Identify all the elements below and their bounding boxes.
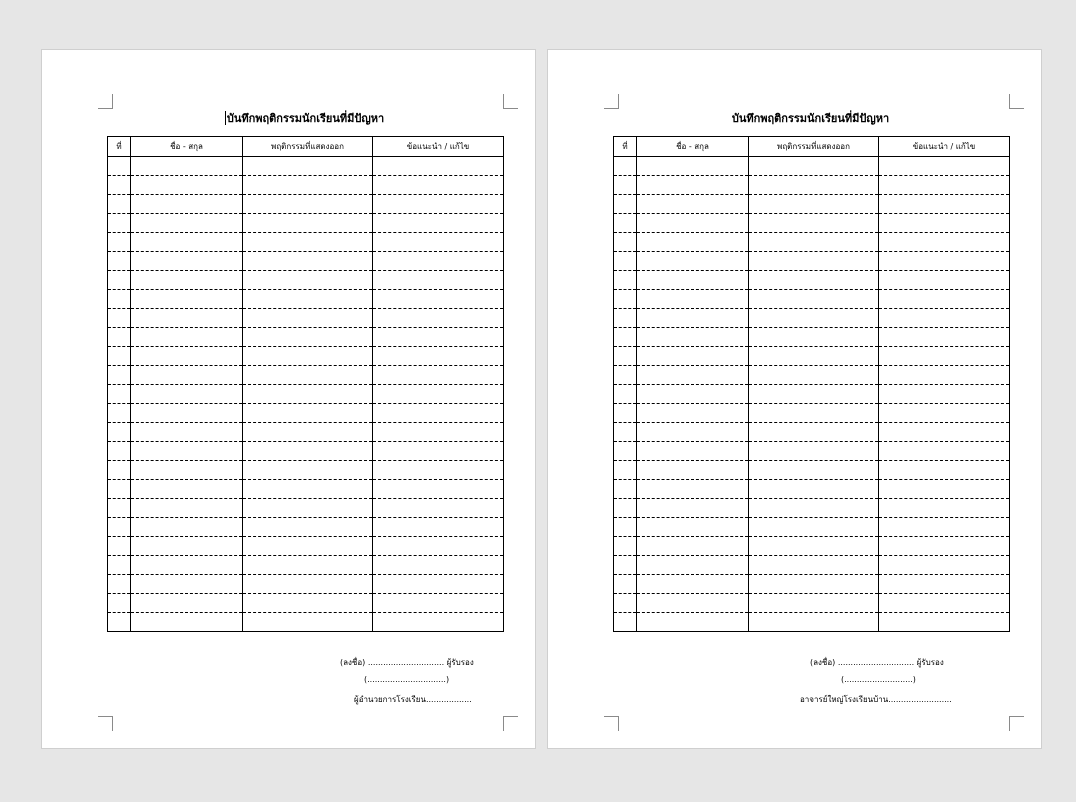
table-cell[interactable] — [637, 252, 749, 271]
table-row[interactable] — [108, 499, 504, 518]
table-cell[interactable] — [131, 556, 243, 575]
table-cell[interactable] — [131, 176, 243, 195]
table-cell[interactable] — [879, 176, 1010, 195]
table-cell[interactable] — [243, 385, 373, 404]
table-row[interactable] — [614, 157, 1010, 176]
signature-position-line: ผู้อำนวยการโรงเรียน.................. — [354, 695, 472, 704]
table-cell[interactable] — [614, 214, 637, 233]
table-cell[interactable] — [243, 518, 373, 537]
table-cell[interactable] — [243, 537, 373, 556]
table-cell[interactable] — [243, 271, 373, 290]
table-cell[interactable] — [637, 366, 749, 385]
table-cell[interactable] — [637, 328, 749, 347]
table-cell[interactable] — [637, 480, 749, 499]
table-cell[interactable] — [614, 252, 637, 271]
table-cell[interactable] — [131, 366, 243, 385]
table-header-row — [108, 137, 504, 157]
table-cell[interactable] — [243, 176, 373, 195]
table-row[interactable] — [108, 309, 504, 328]
table-cell[interactable] — [373, 195, 504, 214]
table-cell[interactable] — [108, 594, 131, 613]
table-cell[interactable] — [637, 195, 749, 214]
table-cell[interactable] — [614, 423, 637, 442]
table-row[interactable] — [614, 195, 1010, 214]
table-cell[interactable] — [373, 347, 504, 366]
table-cell[interactable] — [243, 157, 373, 176]
table-cell[interactable] — [131, 309, 243, 328]
table-row[interactable] — [614, 366, 1010, 385]
table-cell[interactable] — [373, 271, 504, 290]
table-cell[interactable] — [131, 423, 243, 442]
table-cell[interactable] — [879, 385, 1010, 404]
table-cell[interactable] — [108, 537, 131, 556]
table-cell[interactable] — [637, 575, 749, 594]
table-cell[interactable] — [373, 157, 504, 176]
crop-mark-bottom-left — [98, 716, 113, 731]
table-cell[interactable] — [637, 309, 749, 328]
table-cell[interactable] — [879, 404, 1010, 423]
table-cell[interactable] — [243, 309, 373, 328]
table-cell[interactable] — [373, 594, 504, 613]
table-cell[interactable] — [637, 385, 749, 404]
table-cell[interactable] — [637, 518, 749, 537]
table-row[interactable] — [614, 252, 1010, 271]
table-cell[interactable] — [749, 309, 879, 328]
document-page-1 — [41, 49, 536, 749]
table-cell[interactable] — [879, 157, 1010, 176]
table-cell[interactable] — [637, 442, 749, 461]
table-cell[interactable] — [108, 366, 131, 385]
table-cell[interactable] — [373, 214, 504, 233]
table-cell[interactable] — [614, 461, 637, 480]
crop-mark-bottom-left — [604, 716, 619, 731]
table-cell[interactable] — [131, 347, 243, 366]
table-cell[interactable] — [108, 214, 131, 233]
table-row[interactable] — [614, 461, 1010, 480]
table-cell[interactable] — [879, 575, 1010, 594]
table-cell[interactable] — [749, 518, 879, 537]
table-cell[interactable] — [131, 252, 243, 271]
table-cell[interactable] — [749, 214, 879, 233]
table-row[interactable] — [108, 556, 504, 575]
table-cell[interactable] — [749, 594, 879, 613]
table-cell[interactable] — [637, 290, 749, 309]
table-cell[interactable] — [879, 328, 1010, 347]
table-cell[interactable] — [131, 575, 243, 594]
table-cell[interactable] — [879, 613, 1010, 632]
table-cell[interactable] — [373, 328, 504, 347]
crop-mark-top-left — [98, 94, 113, 109]
col-header-number: ที่ — [614, 137, 637, 157]
table-row[interactable] — [614, 309, 1010, 328]
table-cell[interactable] — [131, 594, 243, 613]
table-cell[interactable] — [749, 176, 879, 195]
table-cell[interactable] — [637, 499, 749, 518]
table-cell[interactable] — [373, 575, 504, 594]
table-cell[interactable] — [879, 366, 1010, 385]
table-row[interactable] — [108, 214, 504, 233]
signature-line: (ลงชื่อ) .............................. ผู้รับรอง — [340, 658, 474, 667]
table-row[interactable] — [614, 233, 1010, 252]
table-cell[interactable] — [614, 195, 637, 214]
table-row[interactable] — [614, 385, 1010, 404]
table-cell[interactable] — [879, 423, 1010, 442]
table-row[interactable] — [108, 594, 504, 613]
table-cell[interactable] — [373, 556, 504, 575]
table-cell[interactable] — [879, 461, 1010, 480]
table-cell[interactable] — [373, 176, 504, 195]
table-cell[interactable] — [749, 366, 879, 385]
table-row[interactable] — [108, 423, 504, 442]
table-row[interactable] — [108, 518, 504, 537]
table-cell[interactable] — [749, 157, 879, 176]
table-cell[interactable] — [637, 404, 749, 423]
table-row[interactable] — [108, 157, 504, 176]
table-row[interactable] — [614, 328, 1010, 347]
table-cell[interactable] — [373, 613, 504, 632]
behavior-record-table — [613, 136, 1010, 632]
table-row[interactable] — [614, 556, 1010, 575]
table-cell[interactable] — [108, 176, 131, 195]
table-cell[interactable] — [749, 328, 879, 347]
table-cell[interactable] — [749, 195, 879, 214]
table-cell[interactable] — [879, 309, 1010, 328]
table-header-row — [614, 137, 1010, 157]
table-cell[interactable] — [131, 537, 243, 556]
table-cell[interactable] — [879, 518, 1010, 537]
table-cell[interactable] — [243, 366, 373, 385]
table-cell[interactable] — [243, 556, 373, 575]
table-cell[interactable] — [243, 347, 373, 366]
table-cell[interactable] — [614, 556, 637, 575]
col-header-name: ชื่อ - สกุล — [131, 137, 243, 157]
page-title-text: บันทึกพฤติกรรมนักเรียนที่มีปัญหา — [731, 112, 890, 125]
table-cell[interactable] — [749, 575, 879, 594]
table-row[interactable] — [614, 499, 1010, 518]
table-cell[interactable] — [749, 385, 879, 404]
table-cell[interactable] — [131, 271, 243, 290]
table-cell[interactable] — [879, 347, 1010, 366]
table-row[interactable] — [614, 613, 1010, 632]
table-cell[interactable] — [108, 157, 131, 176]
table-cell[interactable] — [749, 499, 879, 518]
table-cell[interactable] — [749, 480, 879, 499]
table-cell[interactable] — [614, 271, 637, 290]
table-cell[interactable] — [243, 328, 373, 347]
table-cell[interactable] — [614, 518, 637, 537]
table-cell[interactable] — [749, 556, 879, 575]
table-cell[interactable] — [243, 499, 373, 518]
crop-mark-top-right — [1009, 94, 1024, 109]
table-cell[interactable] — [879, 252, 1010, 271]
table-cell[interactable] — [108, 518, 131, 537]
signature-line: (ลงชื่อ) .............................. ผู้รับรอง — [810, 658, 944, 667]
col-header-name: ชื่อ - สกุล — [637, 137, 749, 157]
table-cell[interactable] — [614, 594, 637, 613]
table-cell[interactable] — [614, 537, 637, 556]
table-cell[interactable] — [108, 233, 131, 252]
table-cell[interactable] — [131, 404, 243, 423]
table-cell[interactable] — [108, 328, 131, 347]
table-cell[interactable] — [614, 347, 637, 366]
table-cell[interactable] — [243, 195, 373, 214]
table-cell[interactable] — [879, 480, 1010, 499]
table-cell[interactable] — [373, 537, 504, 556]
signature-position-line: อาจารย์ใหญ่โรงเรียนบ้าน......................... — [800, 695, 952, 704]
text-cursor — [225, 111, 226, 125]
table-cell[interactable] — [243, 404, 373, 423]
table-cell[interactable] — [243, 594, 373, 613]
table-cell[interactable] — [373, 461, 504, 480]
crop-mark-top-left — [604, 94, 619, 109]
table-cell[interactable] — [131, 499, 243, 518]
table-cell[interactable] — [614, 290, 637, 309]
table-row[interactable] — [108, 252, 504, 271]
table-cell[interactable] — [131, 442, 243, 461]
table-row[interactable] — [614, 480, 1010, 499]
table-cell[interactable] — [614, 176, 637, 195]
table-row[interactable] — [108, 271, 504, 290]
table-cell[interactable] — [108, 347, 131, 366]
table-cell[interactable] — [373, 518, 504, 537]
table-cell[interactable] — [373, 290, 504, 309]
col-header-advice: ข้อแนะนำ / แก้ไข — [373, 137, 504, 157]
table-cell[interactable] — [108, 575, 131, 594]
col-header-number: ที่ — [108, 137, 131, 157]
table-cell[interactable] — [614, 366, 637, 385]
table-cell[interactable] — [131, 195, 243, 214]
table-row[interactable] — [108, 461, 504, 480]
table-cell[interactable] — [749, 442, 879, 461]
table-cell[interactable] — [373, 499, 504, 518]
table-cell[interactable] — [614, 499, 637, 518]
table-cell[interactable] — [243, 575, 373, 594]
table-cell[interactable] — [373, 423, 504, 442]
table-cell[interactable] — [243, 233, 373, 252]
table-row[interactable] — [108, 328, 504, 347]
table-row[interactable] — [614, 347, 1010, 366]
table-cell[interactable] — [614, 480, 637, 499]
table-cell[interactable] — [879, 271, 1010, 290]
table-cell[interactable] — [243, 613, 373, 632]
col-header-advice: ข้อแนะนำ / แก้ไข — [879, 137, 1010, 157]
table-cell[interactable] — [373, 442, 504, 461]
table-cell[interactable] — [749, 347, 879, 366]
col-header-behavior: พฤติกรรมที่แสดงออก — [749, 137, 879, 157]
table-cell[interactable] — [131, 461, 243, 480]
table-cell[interactable] — [373, 480, 504, 499]
table-cell[interactable] — [131, 214, 243, 233]
table-cell[interactable] — [749, 404, 879, 423]
table-cell[interactable] — [108, 309, 131, 328]
table-cell[interactable] — [108, 461, 131, 480]
table-cell[interactable] — [131, 233, 243, 252]
table-cell[interactable] — [879, 499, 1010, 518]
table-cell[interactable] — [637, 594, 749, 613]
table-cell[interactable] — [749, 613, 879, 632]
table-cell[interactable] — [108, 556, 131, 575]
table-cell[interactable] — [749, 271, 879, 290]
table-cell[interactable] — [879, 594, 1010, 613]
table-cell[interactable] — [108, 480, 131, 499]
table-cell[interactable] — [243, 461, 373, 480]
table-cell[interactable] — [637, 537, 749, 556]
signature-name-line: (...............................) — [364, 675, 450, 684]
table-row[interactable] — [614, 442, 1010, 461]
table-row[interactable] — [614, 423, 1010, 442]
table-cell[interactable] — [614, 404, 637, 423]
table-cell[interactable] — [243, 423, 373, 442]
table-cell[interactable] — [243, 290, 373, 309]
table-cell[interactable] — [373, 404, 504, 423]
table-cell[interactable] — [637, 176, 749, 195]
document-page-2 — [547, 49, 1042, 749]
crop-mark-top-right — [503, 94, 518, 109]
table-cell[interactable] — [637, 233, 749, 252]
table-cell[interactable] — [373, 366, 504, 385]
table-cell[interactable] — [243, 442, 373, 461]
table-cell[interactable] — [108, 385, 131, 404]
table-cell[interactable] — [131, 480, 243, 499]
table-cell[interactable] — [108, 404, 131, 423]
table-cell[interactable] — [614, 613, 637, 632]
table-cell[interactable] — [243, 480, 373, 499]
table-cell[interactable] — [614, 309, 637, 328]
table-cell[interactable] — [131, 290, 243, 309]
table-cell[interactable] — [637, 613, 749, 632]
table-cell[interactable] — [749, 290, 879, 309]
table-cell[interactable] — [637, 271, 749, 290]
table-cell[interactable] — [614, 233, 637, 252]
table-row[interactable] — [108, 290, 504, 309]
table-cell[interactable] — [108, 195, 131, 214]
table-row[interactable] — [108, 537, 504, 556]
table-cell[interactable] — [614, 385, 637, 404]
table-row[interactable] — [108, 176, 504, 195]
table-row[interactable] — [108, 480, 504, 499]
col-header-behavior: พฤติกรรมที่แสดงออก — [243, 137, 373, 157]
table-row[interactable] — [614, 271, 1010, 290]
table-cell[interactable] — [637, 157, 749, 176]
table-cell[interactable] — [879, 233, 1010, 252]
table-cell[interactable] — [108, 290, 131, 309]
table-cell[interactable] — [373, 385, 504, 404]
table-cell[interactable] — [749, 233, 879, 252]
table-cell[interactable] — [131, 613, 243, 632]
behavior-record-table — [107, 136, 504, 632]
table-cell[interactable] — [108, 442, 131, 461]
table-cell[interactable] — [879, 556, 1010, 575]
table-row[interactable] — [108, 575, 504, 594]
page-title[interactable] — [107, 109, 502, 127]
table-row[interactable] — [108, 195, 504, 214]
table-row[interactable] — [108, 366, 504, 385]
table-cell[interactable] — [108, 271, 131, 290]
table-cell[interactable] — [879, 290, 1010, 309]
table-cell[interactable] — [749, 461, 879, 480]
page-title-text: บันทึกพฤติกรรมนักเรียนที่มีปัญหา — [226, 112, 385, 125]
table-cell[interactable] — [373, 233, 504, 252]
table-row[interactable] — [108, 442, 504, 461]
table-cell[interactable] — [614, 442, 637, 461]
table-cell[interactable] — [637, 461, 749, 480]
table-cell[interactable] — [108, 252, 131, 271]
table-body[interactable] — [108, 157, 504, 632]
page-title[interactable] — [613, 109, 1008, 127]
table-cell[interactable] — [637, 423, 749, 442]
table-row[interactable] — [614, 518, 1010, 537]
table-cell[interactable] — [637, 556, 749, 575]
table-cell[interactable] — [614, 575, 637, 594]
table-cell[interactable] — [373, 309, 504, 328]
signature-name-line: (...........................) — [841, 675, 916, 684]
table-cell[interactable] — [131, 518, 243, 537]
table-cell[interactable] — [879, 537, 1010, 556]
table-cell[interactable] — [749, 252, 879, 271]
table-row[interactable] — [614, 575, 1010, 594]
table-row[interactable] — [614, 537, 1010, 556]
table-cell[interactable] — [749, 423, 879, 442]
table-cell[interactable] — [749, 537, 879, 556]
table-row[interactable] — [614, 214, 1010, 233]
table-cell[interactable] — [879, 195, 1010, 214]
table-cell[interactable] — [879, 442, 1010, 461]
table-cell[interactable] — [131, 157, 243, 176]
table-cell[interactable] — [243, 214, 373, 233]
table-cell[interactable] — [373, 252, 504, 271]
table-row[interactable] — [108, 347, 504, 366]
table-cell[interactable] — [614, 157, 637, 176]
table-cell[interactable] — [243, 252, 373, 271]
crop-mark-bottom-right — [1009, 716, 1024, 731]
table-row[interactable] — [108, 385, 504, 404]
table-cell[interactable] — [131, 385, 243, 404]
table-cell[interactable] — [108, 499, 131, 518]
table-cell[interactable] — [879, 214, 1010, 233]
table-cell[interactable] — [108, 423, 131, 442]
table-cell[interactable] — [614, 328, 637, 347]
table-row[interactable] — [108, 404, 504, 423]
table-row[interactable] — [614, 404, 1010, 423]
table-cell[interactable] — [637, 214, 749, 233]
table-cell[interactable] — [131, 328, 243, 347]
table-cell[interactable] — [637, 347, 749, 366]
table-row[interactable] — [108, 233, 504, 252]
table-cell[interactable] — [108, 613, 131, 632]
table-row[interactable] — [614, 176, 1010, 195]
table-row[interactable] — [614, 290, 1010, 309]
table-row[interactable] — [108, 613, 504, 632]
crop-mark-bottom-right — [503, 716, 518, 731]
table-row[interactable] — [614, 594, 1010, 613]
table-body[interactable] — [614, 157, 1010, 632]
